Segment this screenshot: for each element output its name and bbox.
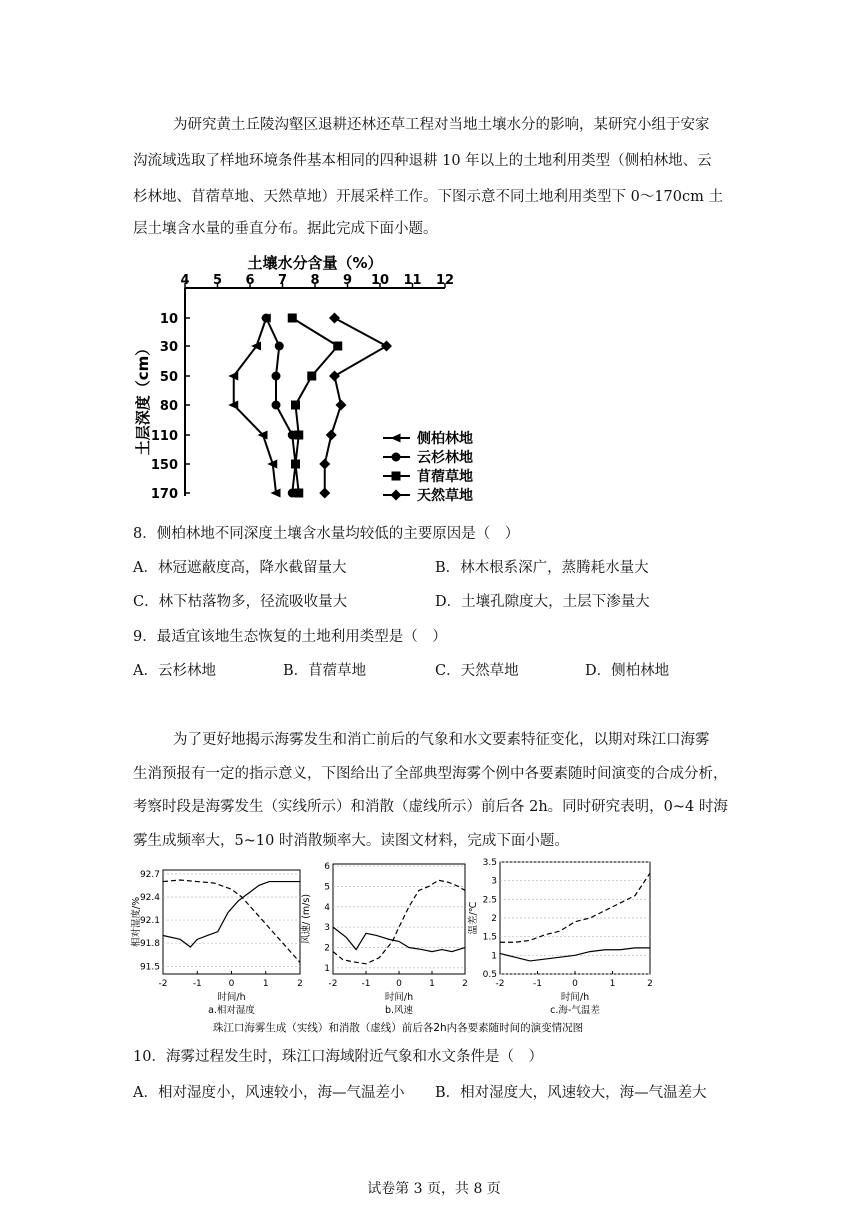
- panel-y-tick-label: 1: [491, 951, 497, 962]
- panel-y-tick-label: 1: [324, 963, 330, 974]
- soil-x-tick-label: 6: [245, 273, 255, 288]
- soil-legend-label: 云杉林地: [417, 450, 473, 466]
- q8-option-a[interactable]: A．林冠遮蔽度高，降水截留量大: [133, 560, 347, 576]
- soil-y-tick-label: 50: [159, 370, 178, 385]
- passage1-line3: 杉林地、苜蓿草地、天然草地）开展采样工作。下图示意不同土地利用类型下 0～170cm 土: [133, 189, 723, 205]
- panel-x-tick-label: 0: [572, 979, 578, 989]
- soil-point-3: [336, 400, 347, 411]
- soil-point-2: [307, 372, 316, 381]
- panel-x-tick-label: -2: [495, 979, 505, 989]
- passage2-line4: 雾生成频率大，5~10 时消散频率大。读图文材料，完成下面小题。: [133, 833, 569, 849]
- panel-y-label: 风速/ (m/s): [301, 893, 312, 945]
- soil-point-2: [294, 431, 303, 440]
- panel-x-label: 时间/h: [217, 992, 246, 1003]
- soil-point-2: [291, 401, 300, 410]
- soil-point-3: [329, 313, 340, 324]
- panel-series-消散: [163, 880, 300, 962]
- soil-x-tick-label: 12: [435, 273, 455, 288]
- soil-point-3: [319, 488, 330, 499]
- panel-y-label: 相对湿度/%: [131, 896, 142, 948]
- soil-point-3: [329, 371, 340, 382]
- page-footer: 试卷第 3 页，共 8 页: [367, 1181, 501, 1197]
- panel-y-tick-label: 92.1: [139, 916, 160, 927]
- soil-x-tick-label: 4: [180, 273, 190, 288]
- panel-y-tick-label: 3: [324, 923, 330, 934]
- soil-legend-marker: [392, 453, 401, 462]
- panel-series-生成: [333, 927, 465, 951]
- soil-series-line-0: [234, 318, 276, 493]
- panel-title: c.海-气温差: [550, 1005, 600, 1016]
- soil-y-tick-label: 30: [159, 340, 178, 355]
- soil-point-1: [262, 314, 271, 323]
- panel-y-tick-label: 1.5: [482, 932, 497, 943]
- panel-x-tick-label: 2: [297, 979, 303, 989]
- q9-option-c[interactable]: C．天然草地: [435, 663, 519, 679]
- passage2-line1: 为了更好地揭示海雾发生和消亡前后的气象和水文要素特征变化，以期对珠江口海雾: [173, 732, 710, 748]
- panel-frame-2: [500, 862, 650, 974]
- q9-option-d[interactable]: D．侧柏林地: [585, 663, 670, 679]
- panel-x-tick-label: -2: [328, 979, 338, 989]
- panel-y-tick-label: 3: [491, 876, 497, 887]
- panel-x-tick-label: 0: [228, 979, 235, 989]
- panel-x-tick-label: -1: [361, 979, 371, 989]
- soil-y-tick-label: 80: [159, 399, 178, 414]
- panel-frame-0: [163, 870, 300, 974]
- soil-point-1: [275, 342, 284, 351]
- q10-stem: 10．海雾过程发生时，珠江口海域附近气象和水文条件是（ ）: [133, 1049, 543, 1065]
- soil-x-tick-label: 10: [370, 273, 390, 288]
- panel-title: a.相对湿度: [208, 1005, 255, 1016]
- panel-y-tick-label: 92.4: [139, 892, 160, 903]
- panel-y-tick-label: 2.5: [482, 895, 497, 906]
- panel-y-tick-label: 91.5: [139, 962, 160, 973]
- q10-option-b[interactable]: B．相对湿度大，风速较大，海—气温差大: [435, 1085, 707, 1101]
- soil-y-axis-label: 土层深度（cm）: [134, 340, 152, 456]
- soil-x-tick-label: 7: [277, 273, 288, 288]
- panel-series-消散: [333, 880, 465, 964]
- soil-legend-label: 天然草地: [417, 488, 473, 504]
- soil-x-tick-label: 9: [342, 273, 353, 288]
- panel-y-tick-label: 0.5: [482, 970, 497, 980]
- q9-stem: 9．最适宜该地生态恢复的土地利用类型是（ ）: [133, 629, 447, 645]
- soil-point-1: [272, 372, 281, 381]
- soil-point-0: [251, 342, 261, 351]
- soil-legend-marker: [392, 472, 401, 481]
- passage1-line4: 层土壤含水量的垂直分布。据此完成下面小题。: [133, 221, 438, 237]
- soil-moisture-chart: [130, 248, 510, 510]
- panel-x-tick-label: -1: [533, 979, 542, 989]
- panel-series-消散: [500, 873, 650, 942]
- soil-point-3: [381, 341, 392, 352]
- panel-x-tick-label: 2: [462, 979, 468, 989]
- soil-chart-title: 土壤水分含量（%）: [247, 254, 383, 272]
- q8-option-c[interactable]: C．林下枯落物多，径流吸收量大: [133, 594, 348, 610]
- soil-point-3: [319, 459, 330, 470]
- panel-x-tick-label: 1: [262, 979, 269, 989]
- panel-x-tick-label: 0: [396, 979, 402, 989]
- panel-x-tick-label: -1: [192, 979, 202, 989]
- panel-series-生成: [500, 948, 650, 961]
- passage2-line2: 生消预报有一定的指示意义，下图给出了全部典型海雾个例中各要素随时间演变的合成分析，: [133, 766, 728, 782]
- panel-y-tick-label: 4: [324, 902, 330, 913]
- panel-x-tick-label: 2: [647, 979, 653, 989]
- soil-x-tick-label: 8: [310, 273, 320, 288]
- passage2-line3: 考察时段是海雾发生（实线所示）和消散（虚线所示）前后各 2h。同时研究表明，0~4 时海: [133, 799, 728, 815]
- passage1-line1: 为研究黄土丘陵沟壑区退耕还林还草工程对当地土壤水分的影响，某研究小组于安家: [173, 117, 710, 133]
- panel-y-tick-label: 91.8: [139, 939, 160, 950]
- sea-fog-panel-charts: [128, 856, 668, 1038]
- soil-legend-marker: [391, 490, 402, 501]
- panel-title: b.风速: [384, 1005, 414, 1016]
- panel-frame-1: [333, 864, 465, 974]
- soil-point-1: [272, 401, 281, 410]
- panel-y-tick-label: 3.5: [482, 858, 497, 868]
- soil-legend-marker: [391, 434, 401, 443]
- soil-point-2: [291, 460, 300, 469]
- soil-point-2: [294, 489, 303, 498]
- panel-x-tick-label: 1: [609, 979, 616, 989]
- q9-option-a[interactable]: A．云杉林地: [133, 663, 216, 679]
- q10-option-a[interactable]: A．相对湿度小，风速较小，海—气温差小: [133, 1085, 405, 1101]
- soil-y-tick-label: 110: [150, 429, 178, 444]
- q8-option-b[interactable]: B．林木根系深广，蒸腾耗水量大: [435, 560, 649, 576]
- panel-x-tick-label: -2: [158, 979, 168, 989]
- panel-x-label: 时间/h: [384, 992, 414, 1003]
- soil-x-tick-label: 11: [403, 273, 422, 288]
- panel-y-label: 温差/℃: [468, 901, 479, 935]
- panel-series-生成: [163, 882, 300, 947]
- soil-point-2: [288, 314, 297, 323]
- panel-y-tick-label: 2: [324, 943, 330, 954]
- panel-y-tick-label: 2: [491, 914, 497, 924]
- panel-y-tick-label: 92.7: [139, 869, 160, 880]
- panel-y-tick-label: 5: [324, 882, 330, 893]
- soil-y-tick-label: 170: [150, 487, 178, 502]
- panel-x-tick-label: 1: [429, 979, 435, 989]
- q8-option-d[interactable]: D．土壤孔隙度大，土层下渗量大: [435, 594, 650, 610]
- q8-stem: 8．侧柏林地不同深度土壤含水量均较低的主要原因是（ ）: [133, 526, 520, 542]
- panel-x-label: 时间/h: [560, 992, 590, 1003]
- soil-x-tick-label: 5: [212, 273, 223, 288]
- soil-y-tick-label: 10: [159, 312, 178, 327]
- q9-option-b[interactable]: B．苜蓿草地: [283, 663, 367, 679]
- soil-point-2: [333, 342, 342, 351]
- soil-y-tick-label: 150: [150, 458, 178, 473]
- soil-legend-label: 苜蓿草地: [417, 469, 473, 485]
- passage1-line2: 沟流域选取了样地环境条件基本相同的四种退耕 10 年以上的土地利用类型（侧柏林地、云: [133, 153, 712, 169]
- panel-caption: 珠江口海雾生成（实线）和消散（虚线）前后各2h内各要素随时间的演变情况图: [212, 1022, 584, 1034]
- soil-legend-label: 侧柏林地: [417, 431, 473, 447]
- soil-point-3: [326, 430, 337, 441]
- panel-y-tick-label: 6: [324, 862, 330, 873]
